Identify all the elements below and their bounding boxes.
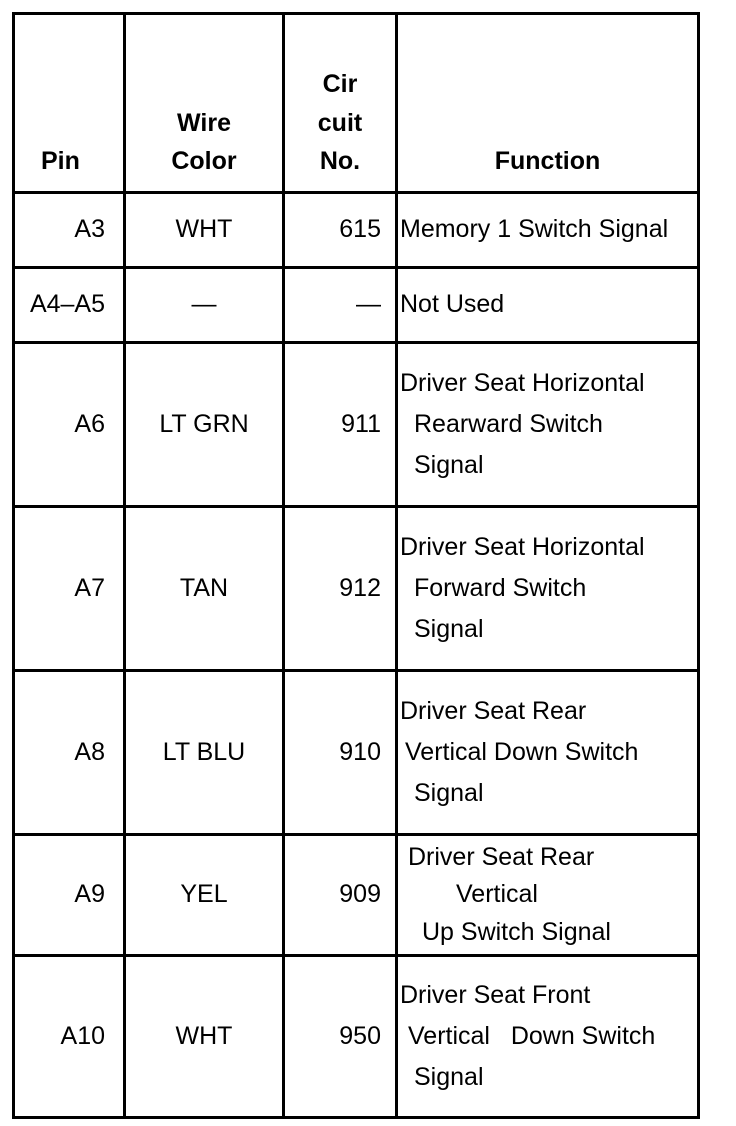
pin-cell: A8 [14, 671, 125, 835]
function-line: Driver Seat Front [400, 980, 591, 1009]
header-wire-color [125, 14, 284, 193]
header-wire-line-2: Color [171, 147, 237, 176]
function-line: Memory 1 Switch Signal [400, 215, 669, 244]
header-circuit-no [284, 14, 397, 193]
pin-cell: A10 [14, 956, 125, 1118]
function-cell [397, 507, 699, 671]
function-line: Signal [414, 451, 484, 480]
wire-color-cell: — [125, 268, 284, 343]
circuit-cell: 950 [284, 956, 397, 1118]
circuit-cell: — [284, 268, 397, 343]
function-line: Vertical [456, 880, 538, 909]
header-circuit-line-2: cuit [317, 108, 363, 137]
pin-cell: A4–A5 [14, 268, 125, 343]
table-row [14, 193, 699, 268]
wire-color-cell: TAN [125, 507, 284, 671]
function-line: Driver Seat Rear [408, 842, 595, 871]
function-line: Vertical Down Switch [408, 1021, 656, 1050]
header-function-label: Function [494, 147, 601, 176]
header-circuit-line-3: No. [319, 147, 361, 176]
function-line: Driver Seat Horizontal [400, 368, 645, 397]
wire-color-cell: WHT [125, 193, 284, 268]
circuit-cell: 912 [284, 507, 397, 671]
table-row [14, 343, 699, 507]
function-line: Up Switch Signal [422, 917, 611, 946]
function-line: Forward Switch [414, 573, 587, 602]
circuit-cell: 615 [284, 193, 397, 268]
function-cell [397, 343, 699, 507]
function-cell [397, 956, 699, 1118]
table-row [14, 956, 699, 1118]
wire-color-cell: LT GRN [125, 343, 284, 507]
pin-cell: A7 [14, 507, 125, 671]
function-cell [397, 671, 699, 835]
function-line: Rearward Switch [414, 409, 603, 438]
function-line: Vertical Down Switch [405, 737, 639, 766]
pin-cell: A3 [14, 193, 125, 268]
function-line: Driver Seat Horizontal [400, 532, 645, 561]
wire-color-cell: WHT [125, 956, 284, 1118]
function-line: Signal [414, 615, 484, 644]
function-cell [397, 835, 699, 956]
wire-color-cell: YEL [125, 835, 284, 956]
header-row [14, 14, 699, 193]
function-line: Not Used [400, 290, 505, 319]
table-row [14, 835, 699, 956]
header-pin-label: Pin [41, 147, 80, 176]
circuit-cell: 909 [284, 835, 397, 956]
pin-cell: A6 [14, 343, 125, 507]
header-pin [14, 14, 125, 193]
header-function [397, 14, 699, 193]
connector-pinout-table [12, 12, 700, 1119]
function-line: Signal [414, 1063, 484, 1092]
circuit-cell: 911 [284, 343, 397, 507]
pin-cell: A9 [14, 835, 125, 956]
wire-color-cell: LT BLU [125, 671, 284, 835]
function-line: Driver Seat Rear [400, 696, 587, 725]
function-cell [397, 268, 699, 343]
function-cell [397, 193, 699, 268]
header-circuit-line-1: Cir [322, 69, 358, 98]
header-wire-line-1: Wire [177, 108, 231, 137]
circuit-cell: 910 [284, 671, 397, 835]
table-row [14, 507, 699, 671]
table-row [14, 268, 699, 343]
table-row [14, 671, 699, 835]
function-line: Signal [414, 779, 484, 808]
